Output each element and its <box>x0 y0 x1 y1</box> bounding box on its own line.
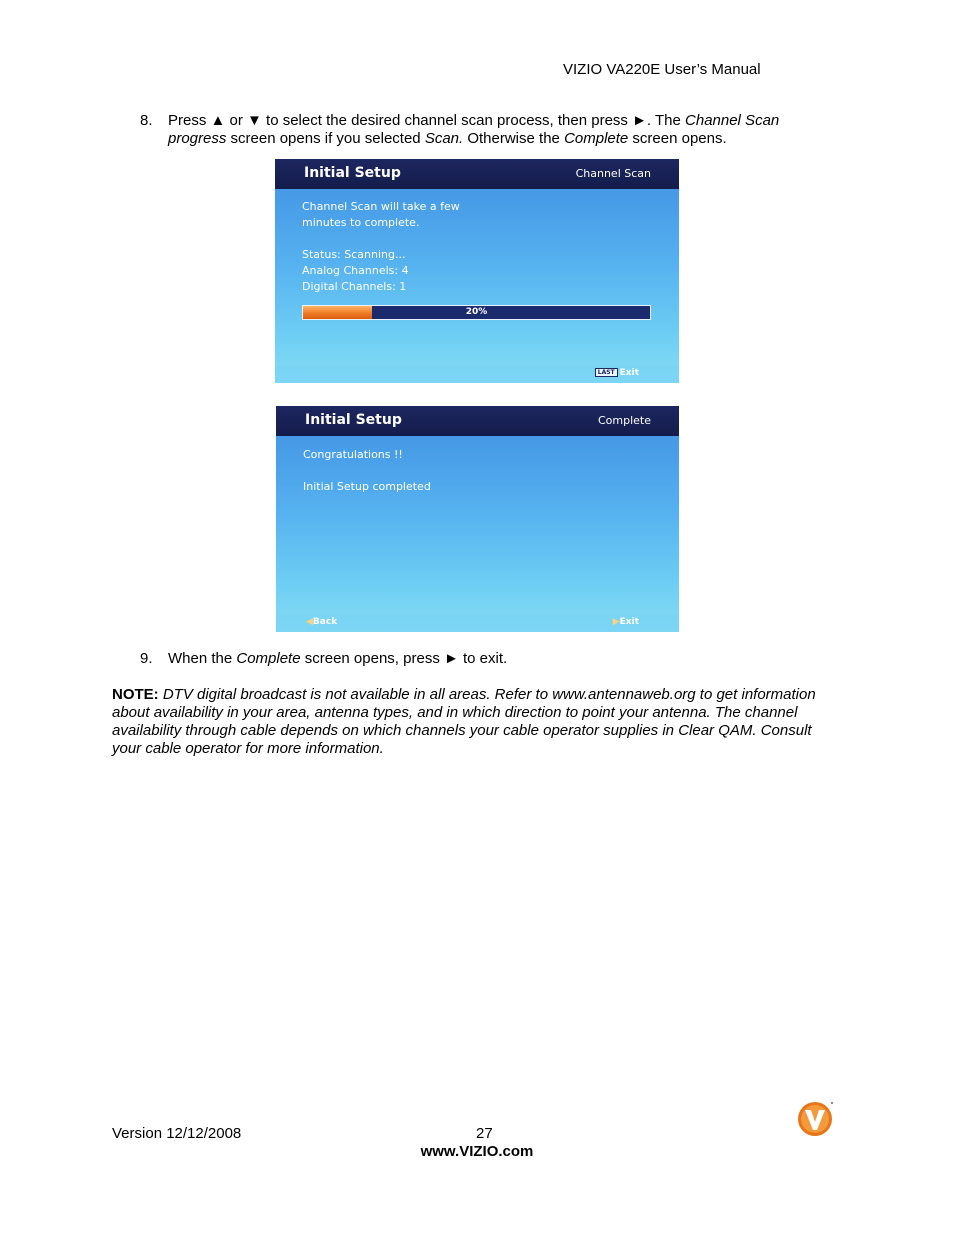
exit-hint: ▶Exit <box>612 617 639 627</box>
screen-footer <box>276 615 679 632</box>
note-paragraph <box>112 686 842 758</box>
note-label: NOTE: <box>112 686 159 703</box>
scan-message-line1: Channel Scan will take a few <box>302 200 460 213</box>
screen-title: Initial Setup <box>305 412 402 428</box>
version-text: Version 12/12/2008 <box>112 1125 242 1142</box>
screen-footer <box>275 366 679 383</box>
step-number: 8. <box>140 112 153 129</box>
screen-title-bar <box>276 406 679 436</box>
scan-progress-bar <box>302 305 651 320</box>
scan-status: Status: Scanning... <box>302 248 406 261</box>
step-number: 9. <box>140 650 153 667</box>
channel-scan-screenshot <box>275 159 679 383</box>
step-8 <box>140 112 820 152</box>
scan-message-line2: minutes to complete. <box>302 216 420 229</box>
step-text: Press ▲ or ▼ to select the desired channel scan process, then press ►. The Channel Scan progress screen opens if you selected Scan. Otherwise the Complete screen opens. <box>168 112 780 147</box>
screen-title-bar <box>275 159 679 189</box>
progress-label: 20% <box>465 307 488 317</box>
screen-title: Initial Setup <box>304 165 401 181</box>
back-hint: ◀Back <box>306 617 338 627</box>
page-number: 27 <box>476 1125 493 1142</box>
manual-title: VIZIO VA220E User’s Manual <box>563 61 761 78</box>
complete-screenshot <box>276 406 679 632</box>
vizio-logo-icon <box>797 1100 835 1138</box>
screen-name: Channel Scan <box>575 167 651 180</box>
right-arrow-icon: ▶ <box>612 617 620 627</box>
congratulations-text: Congratulations !! <box>303 448 403 461</box>
last-key-icon: LAST <box>595 368 618 377</box>
step-text: When the Complete screen opens, press ► to exit. <box>168 650 508 667</box>
screen-name: Complete <box>597 414 651 427</box>
website-url: www.VIZIO.com <box>420 1143 534 1160</box>
setup-completed-text: Initial Setup completed <box>303 480 431 493</box>
step-9 <box>140 650 820 670</box>
analog-channels: Analog Channels: 4 <box>302 264 409 277</box>
left-arrow-icon: ◀ <box>306 617 313 627</box>
note-text: DTV digital broadcast is not available in all areas. Refer to www.antennaweb.org to get information about availability in your area, antenna types, and in which direction to point your antenna. The channel availability through cable depends on which channels your cable operator supplies in Clear QAM. Consult your cable operator for more information. <box>112 686 816 757</box>
digital-channels: Digital Channels: 1 <box>302 280 407 293</box>
exit-hint: LAST Exit <box>595 368 639 378</box>
